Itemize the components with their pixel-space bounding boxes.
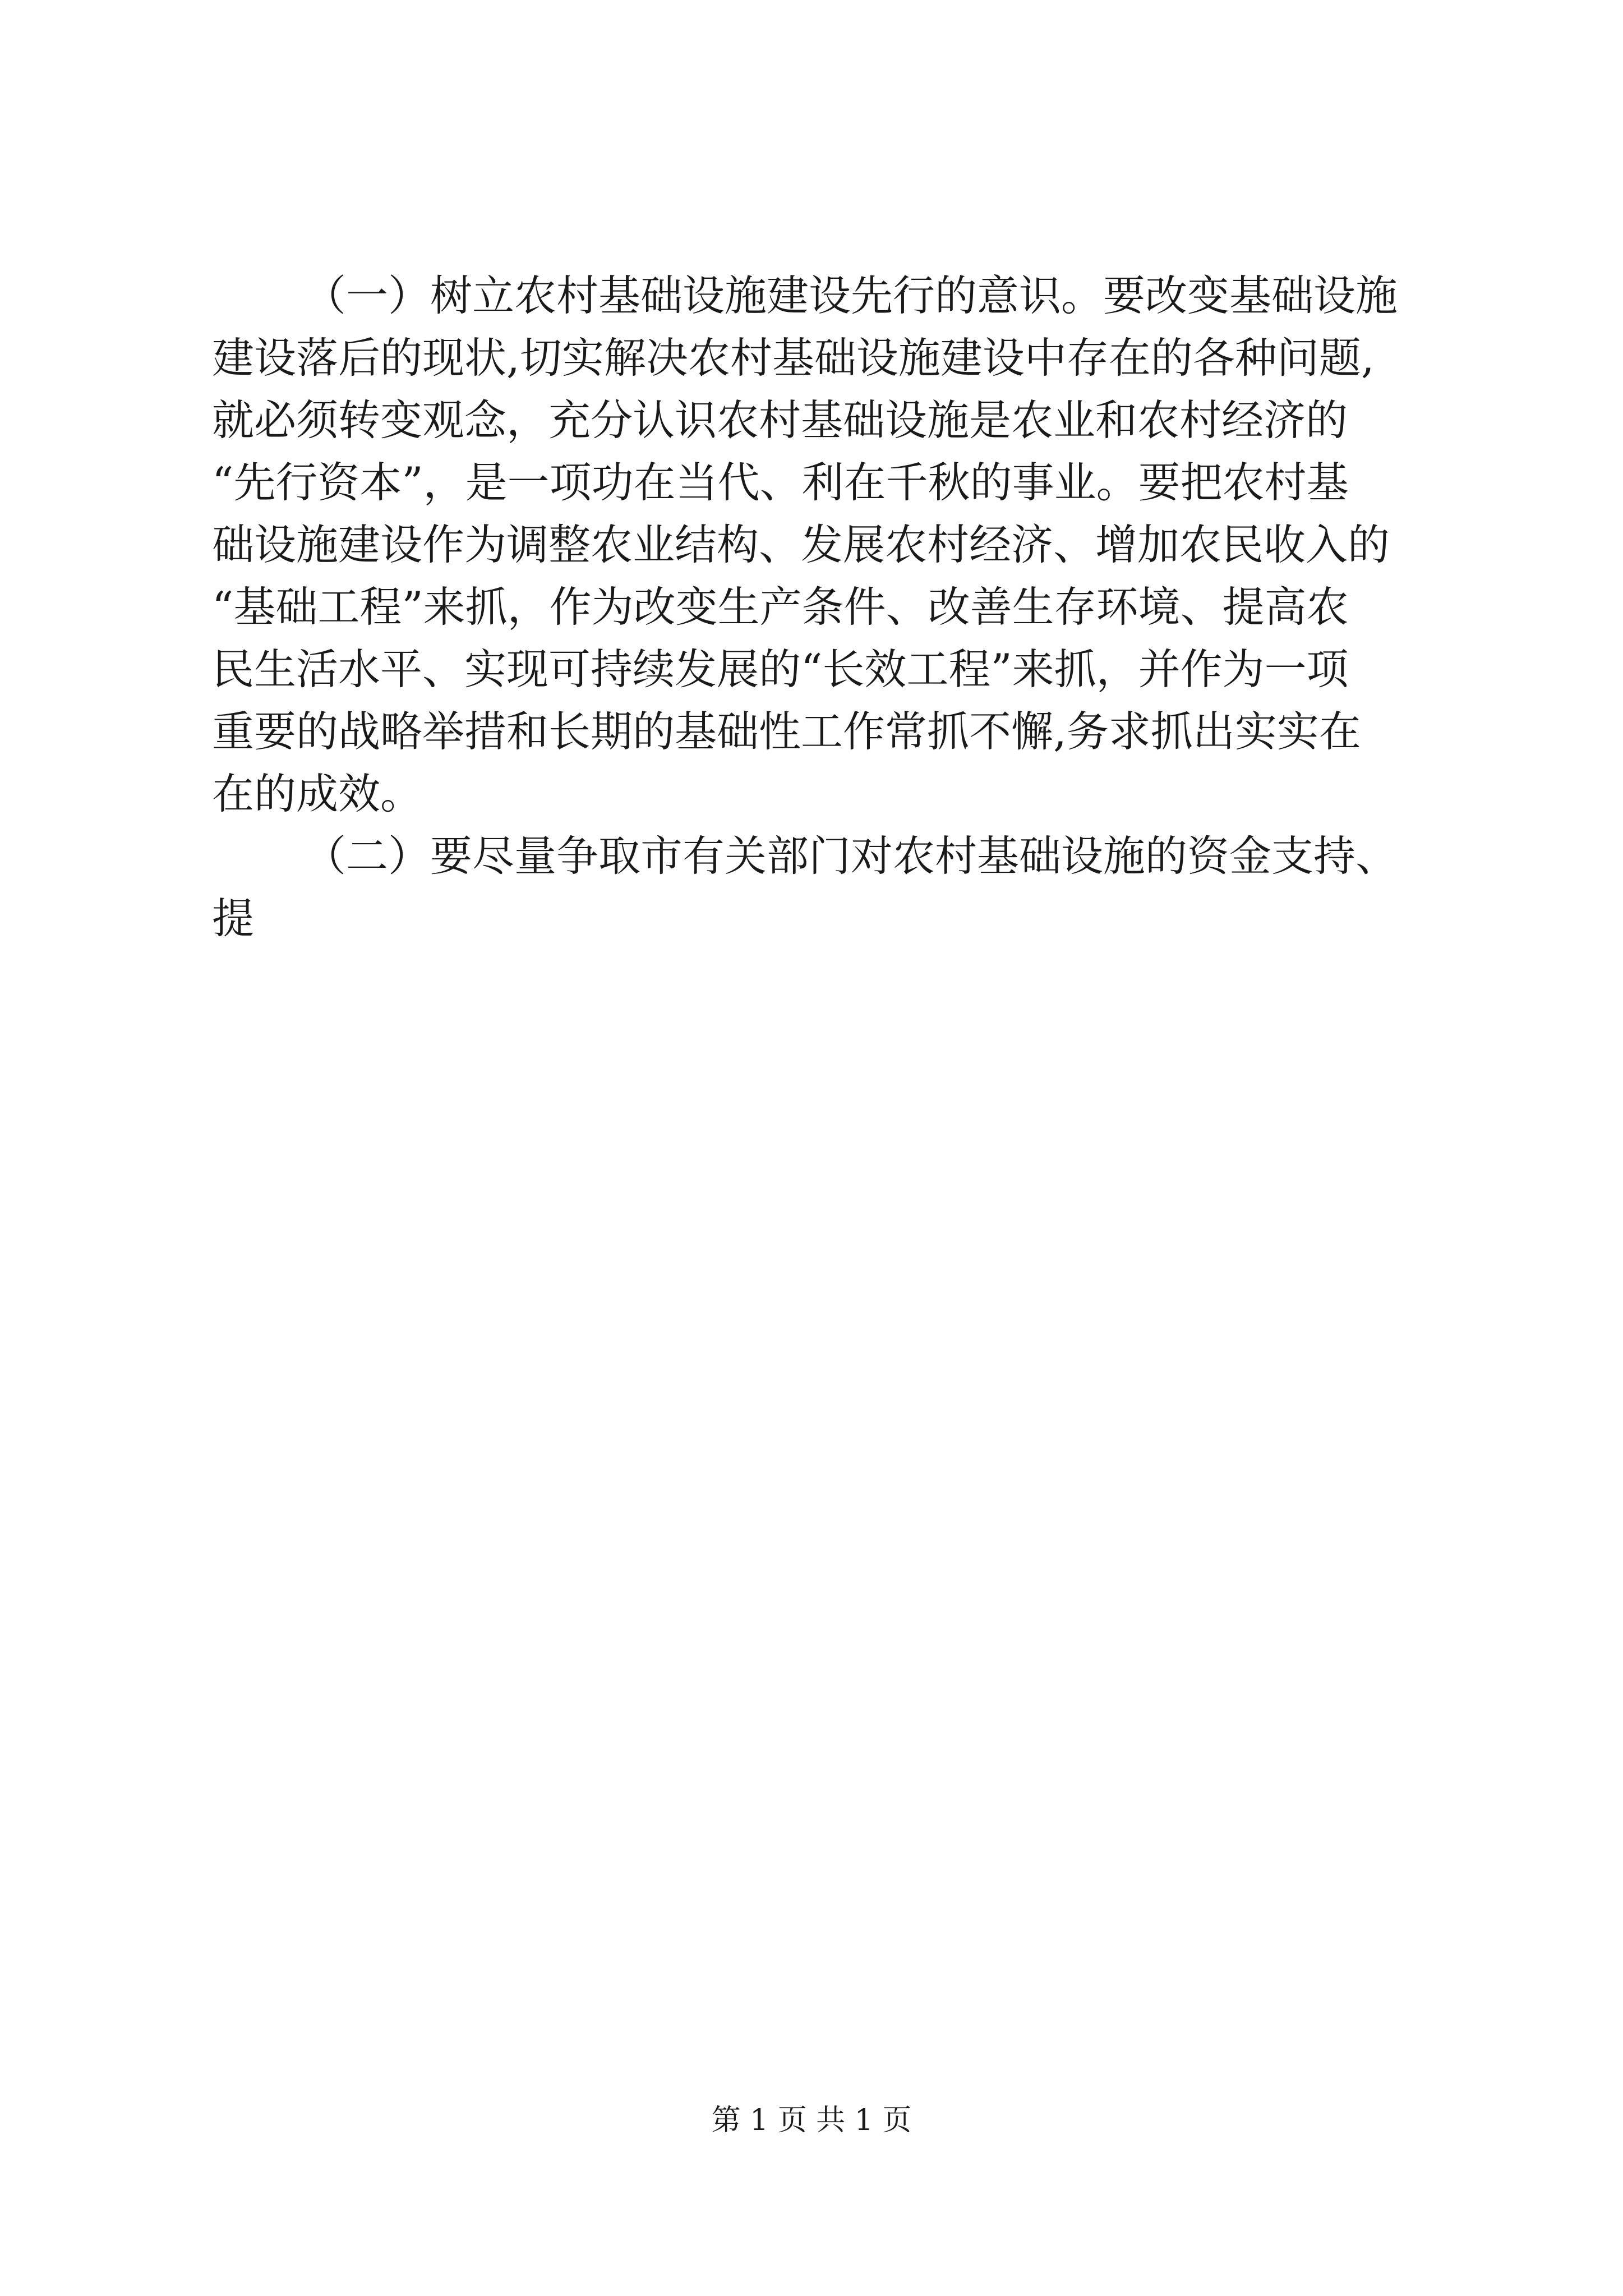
paragraph-1-line-5: 础设施建设作为调整农业结构、发展农村经济、增加农民收入的 bbox=[212, 520, 1390, 569]
page-footer: 第 1 页 共 1 页 bbox=[711, 2104, 912, 2137]
paragraph-1-line-4: “先行资本”，是一项功在当代、利在千秋的事业。要把农村基 bbox=[212, 458, 1349, 507]
paragraph-1-line-6: “基础工程”来抓，作为改变生产条件、改善生存环境、提高农 bbox=[212, 582, 1349, 632]
paragraph-1-line-8: 重要的战略举措和长期的基础性工作常抓不懈,务求抓出实实在 bbox=[212, 707, 1361, 756]
paragraph-2-line-2: 提 bbox=[212, 894, 255, 943]
paragraph-1-line-3: 就必须转变观念，充分认识农村基础设施是农业和农村经济的 bbox=[212, 395, 1348, 445]
paragraph-1-line-1: （一）树立农村基础设施建设先行的意识。要改变基础设施 bbox=[304, 271, 1398, 320]
paragraph-2-line-1: （二）要尽量争取市有关部门对农村基础设施的资金支持、 bbox=[304, 831, 1398, 881]
body-text bbox=[212, 265, 1474, 950]
paragraph-1-line-9: 在的成效。 bbox=[212, 769, 423, 818]
paragraph-1-line-2: 建设落后的现状,切实解决农村基础设施建设中存在的各种问题, bbox=[212, 333, 1375, 383]
paragraph-1-line-7: 民生活水平、实现可持续发展的“长效工程”来抓，并作为一项 bbox=[212, 645, 1349, 694]
